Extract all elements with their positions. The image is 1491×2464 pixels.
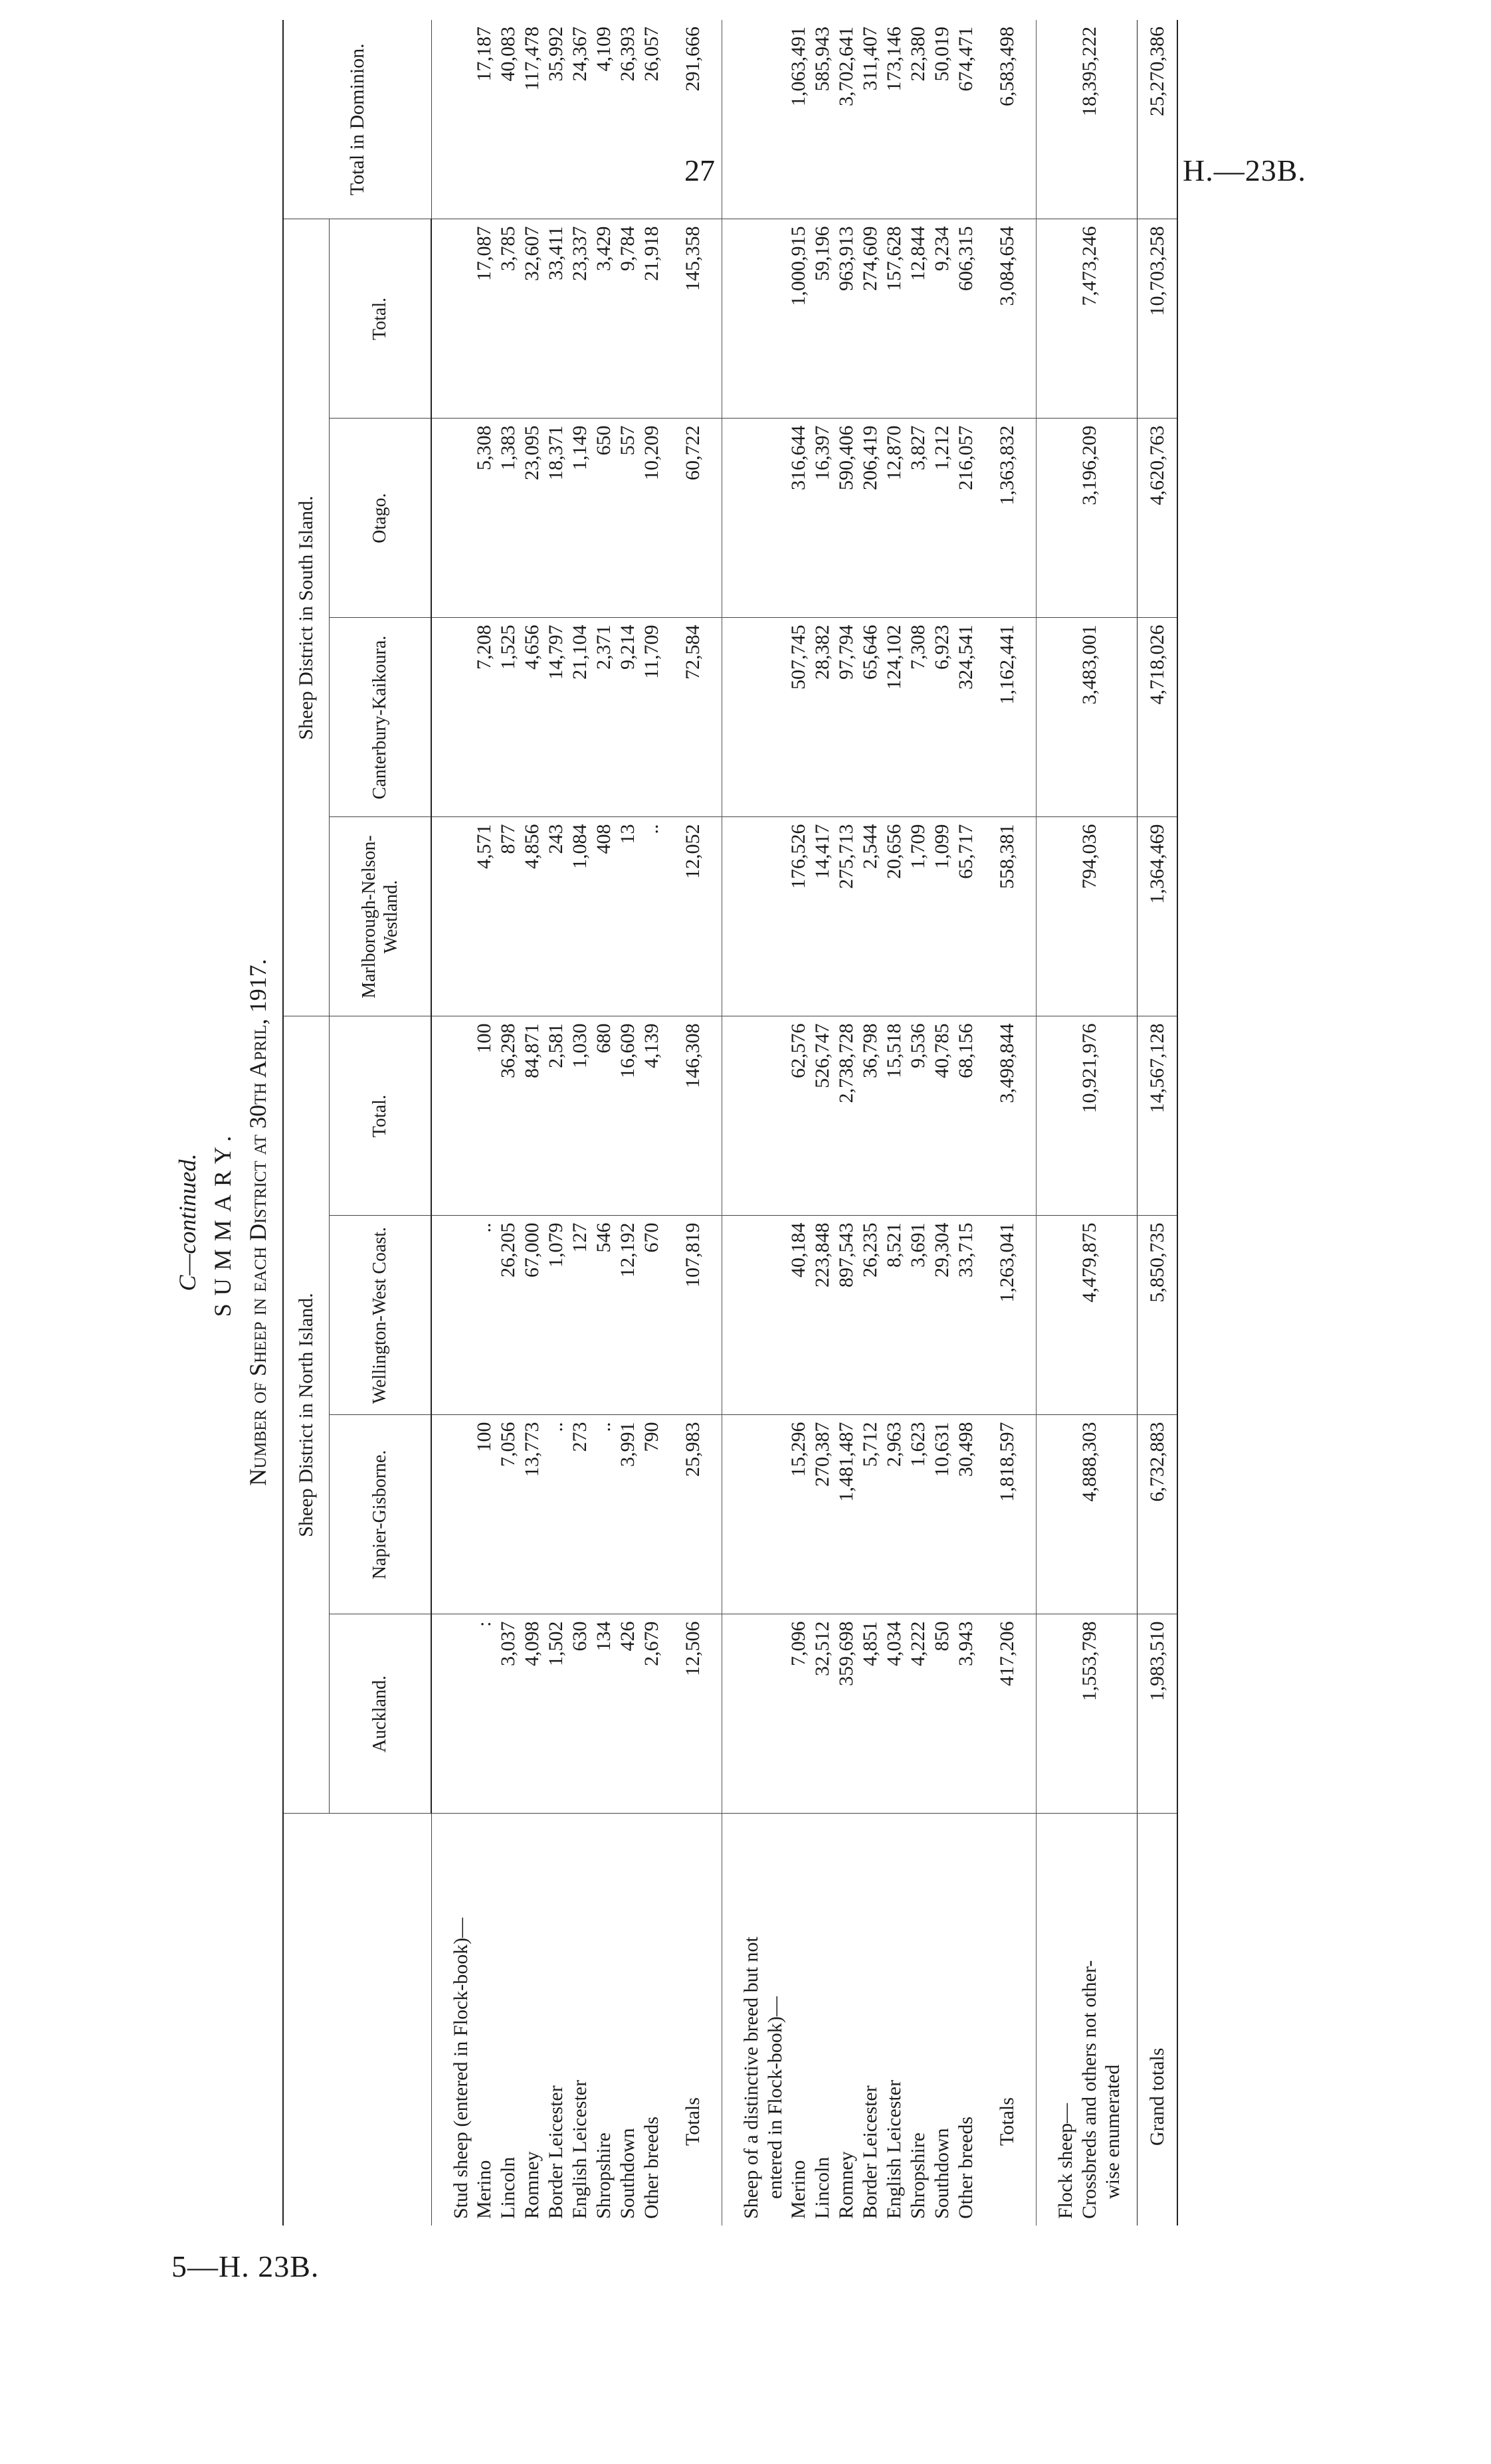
total-cell: 107,819	[664, 1216, 722, 1415]
stud-canterbury-values: 7,208 1,525 4,656 14,797 21,104 2,371 9,214 11,709	[472, 618, 664, 817]
distinctive-marlborough-values: 176,526 14,417 275,713 2,544 20,656 1,709 1,099 65,717	[787, 817, 978, 1016]
summary-label: SUMMARY.	[209, 1127, 236, 1317]
flock-cell: 7,473,246	[1037, 219, 1137, 419]
column-header: Wellington-West Coast.	[330, 1216, 432, 1415]
sheep-summary-table	[282, 20, 1178, 2226]
breed-label: Lincoln	[811, 2156, 834, 2219]
total-cell: 6,583,498	[978, 20, 1037, 219]
grand-total-cell: 1,364,469	[1137, 817, 1177, 1016]
total-cell: 291,666	[664, 20, 722, 219]
total-cell: 12,506	[664, 1614, 722, 1814]
grand-totals-label: Grand totals	[1137, 1814, 1177, 2226]
total-cell: 558,381	[978, 817, 1037, 1016]
breed-list	[472, 1814, 664, 2226]
distinctive-napier-values: 15,296 270,387 1,481,487 5,712 2,963 1,623 10,631 30,498	[787, 1415, 978, 1614]
breed-label: Other breeds	[640, 2116, 662, 2219]
flock-sheep-label	[1037, 1814, 1137, 2226]
grand-total-cell: 5,850,735	[1137, 1216, 1177, 1415]
table-heading	[173, 219, 273, 2226]
stud-dominion-values: 17,187 40,083 117,478 35,992 24,367 4,109 26,393 26,057	[472, 26, 662, 91]
north-island-header: Sheep District in North Island.	[283, 1016, 330, 1814]
dominion-total-header: Total in Dominion.	[283, 20, 431, 219]
breed-label: Romney	[520, 2151, 543, 2219]
flock-cell: 10,921,976	[1037, 1016, 1137, 1216]
label-header	[283, 1814, 431, 2226]
section-title-line: entered in Flock-book)—	[763, 1996, 786, 2199]
document-reference-top: H.—23B.	[1183, 153, 1306, 187]
flock-cell: 1,553,798	[1037, 1614, 1137, 1814]
breed-label: Southdown	[616, 2128, 639, 2219]
section-title-line: Sheep of a distinctive breed but not	[740, 1937, 763, 2219]
column-header: Napier-Gisborne.	[330, 1415, 432, 1614]
total-cell: 12,052	[664, 817, 722, 1016]
continued-label: C—continued.	[174, 1153, 201, 1291]
distinctive-dominion-values: 1,063,491 585,943 3,702,641 311,407 173,146 22,380 50,019 674,471	[787, 26, 977, 106]
totals-label: Totals	[978, 1814, 1037, 2226]
section-title-line: Crossbreds and others not other-	[1078, 1960, 1100, 2219]
distinctive-auckland-values: 7,096 32,512 359,698 4,851 4,034 4,222 850 3,943	[787, 1614, 978, 1814]
grand-total-cell: 25,270,386	[1137, 20, 1177, 219]
breed-label: Romney	[835, 2151, 858, 2219]
distinctive-canterbury-values: 507,745 28,382 97,794 65,646 124,102 7,308 6,923 324,541	[787, 618, 978, 817]
section-title-line: wise enumerated	[1102, 2064, 1124, 2199]
total-cell: 146,308	[664, 1016, 722, 1216]
grand-total-cell: 4,620,763	[1137, 419, 1177, 618]
breed-label: Border Leicester	[544, 2085, 567, 2219]
section-title-line: Flock sheep—	[1054, 2103, 1077, 2219]
grand-total-cell: 6,732,883	[1137, 1415, 1177, 1614]
flock-cell: 4,888,303	[1037, 1415, 1137, 1614]
page-number: 27	[684, 153, 715, 187]
table-row	[787, 20, 978, 2226]
breed-label: Merino	[787, 2160, 810, 2219]
document-reference-bottom: 5—H. 23B.	[171, 2249, 320, 2283]
south-island-header: Sheep District in South Island.	[283, 219, 330, 1016]
distinctive-wellington-values: 40,184 223,848 897,543 26,235 8,521 3,691 29,304 33,715	[787, 1216, 978, 1415]
total-cell: 1,263,041	[978, 1216, 1037, 1415]
totals-label: Totals	[664, 1814, 722, 2226]
distinctive-south-total-values: 1,000,915 59,196 963,913 274,609 157,628 12,844 9,234 606,315	[787, 219, 978, 419]
total-cell: 25,983	[664, 1415, 722, 1614]
totals-row	[978, 20, 1037, 2226]
flock-cell: 3,196,209	[1037, 419, 1137, 618]
table-row	[1037, 20, 1137, 2226]
column-header: Marlborough-Nelson-Westland.	[330, 817, 432, 1016]
column-header: Canterbury-Kaikoura.	[330, 618, 432, 817]
breed-label: Shropshire	[907, 2132, 930, 2219]
distinctive-otago-values: 316,644 16,397 590,406 206,419 12,870 3,827 1,212 216,057	[787, 419, 978, 618]
breed-label: English Leicester	[883, 2079, 906, 2219]
stud-auckland-values: : 3,037 4,098 1,502 630 134 426 2,679	[472, 1614, 664, 1814]
section-title-distinctive	[722, 1814, 787, 2226]
total-cell: 1,162,441	[978, 618, 1037, 817]
stud-north-total-values: 100 36,298 84,871 2,581 1,030 680 16,609 4,139	[472, 1016, 664, 1216]
total-cell: 3,498,844	[978, 1016, 1037, 1216]
total-cell: 145,358	[664, 219, 722, 419]
grand-total-cell: 10,703,258	[1137, 219, 1177, 419]
total-cell: 1,363,832	[978, 419, 1037, 618]
flock-cell: 18,395,222	[1078, 26, 1100, 116]
stud-marlborough-values: 4,571 877 4,856 243 1,084 408 13 ..	[472, 817, 664, 1016]
grand-total-cell: 14,567,128	[1137, 1016, 1177, 1216]
table-title: Number of Sheep in each District at 30th April, 1917.	[245, 959, 271, 1486]
total-cell: 3,084,654	[978, 219, 1037, 419]
grand-total-cell: 1,983,510	[1137, 1614, 1177, 1814]
table-row	[472, 20, 664, 2226]
breed-label: Border Leicester	[859, 2085, 882, 2219]
column-header: Total.	[330, 1016, 432, 1216]
breed-list	[787, 1814, 978, 2226]
flock-cell: 4,479,875	[1037, 1216, 1137, 1415]
flock-cell: 794,036	[1037, 817, 1137, 1016]
distinctive-north-total-values: 62,576 526,747 2,738,728 36,798 15,518 9,536 40,785 68,156	[787, 1016, 978, 1216]
breed-label: English Leicester	[568, 2079, 591, 2219]
breed-label: Merino	[472, 2160, 495, 2219]
total-cell: 72,584	[664, 618, 722, 817]
total-cell: 1,818,597	[978, 1415, 1037, 1614]
column-header: Otago.	[330, 419, 432, 618]
section-title-stud: Stud sheep (entered in Flock-book)—	[431, 1814, 472, 2226]
breed-label: Lincoln	[496, 2156, 519, 2219]
stud-napier-values: 100 7,056 13,773 .. 273 .. 3,991 790	[472, 1415, 664, 1614]
stud-wellington-values: .. 26,205 67,000 1,079 127 546 12,192 670	[472, 1216, 664, 1415]
flock-cell: 3,483,001	[1037, 618, 1137, 817]
grand-total-cell: 4,718,026	[1137, 618, 1177, 817]
column-header: Auckland.	[330, 1614, 432, 1814]
stud-otago-values: 5,308 1,383 23,095 18,371 1,149 650 557 10,209	[472, 419, 664, 618]
grand-totals-row	[1137, 20, 1177, 2226]
totals-row	[664, 20, 722, 2226]
stud-south-total-values: 17,087 3,785 32,607 33,411 23,337 3,429 9,784 21,918	[472, 219, 664, 419]
total-cell: 417,206	[978, 1614, 1037, 1814]
breed-label: Shropshire	[592, 2132, 615, 2219]
breed-label: Southdown	[931, 2128, 953, 2219]
total-cell: 60,722	[664, 419, 722, 618]
breed-label: Other breeds	[955, 2116, 977, 2219]
column-header: Total.	[330, 219, 432, 419]
